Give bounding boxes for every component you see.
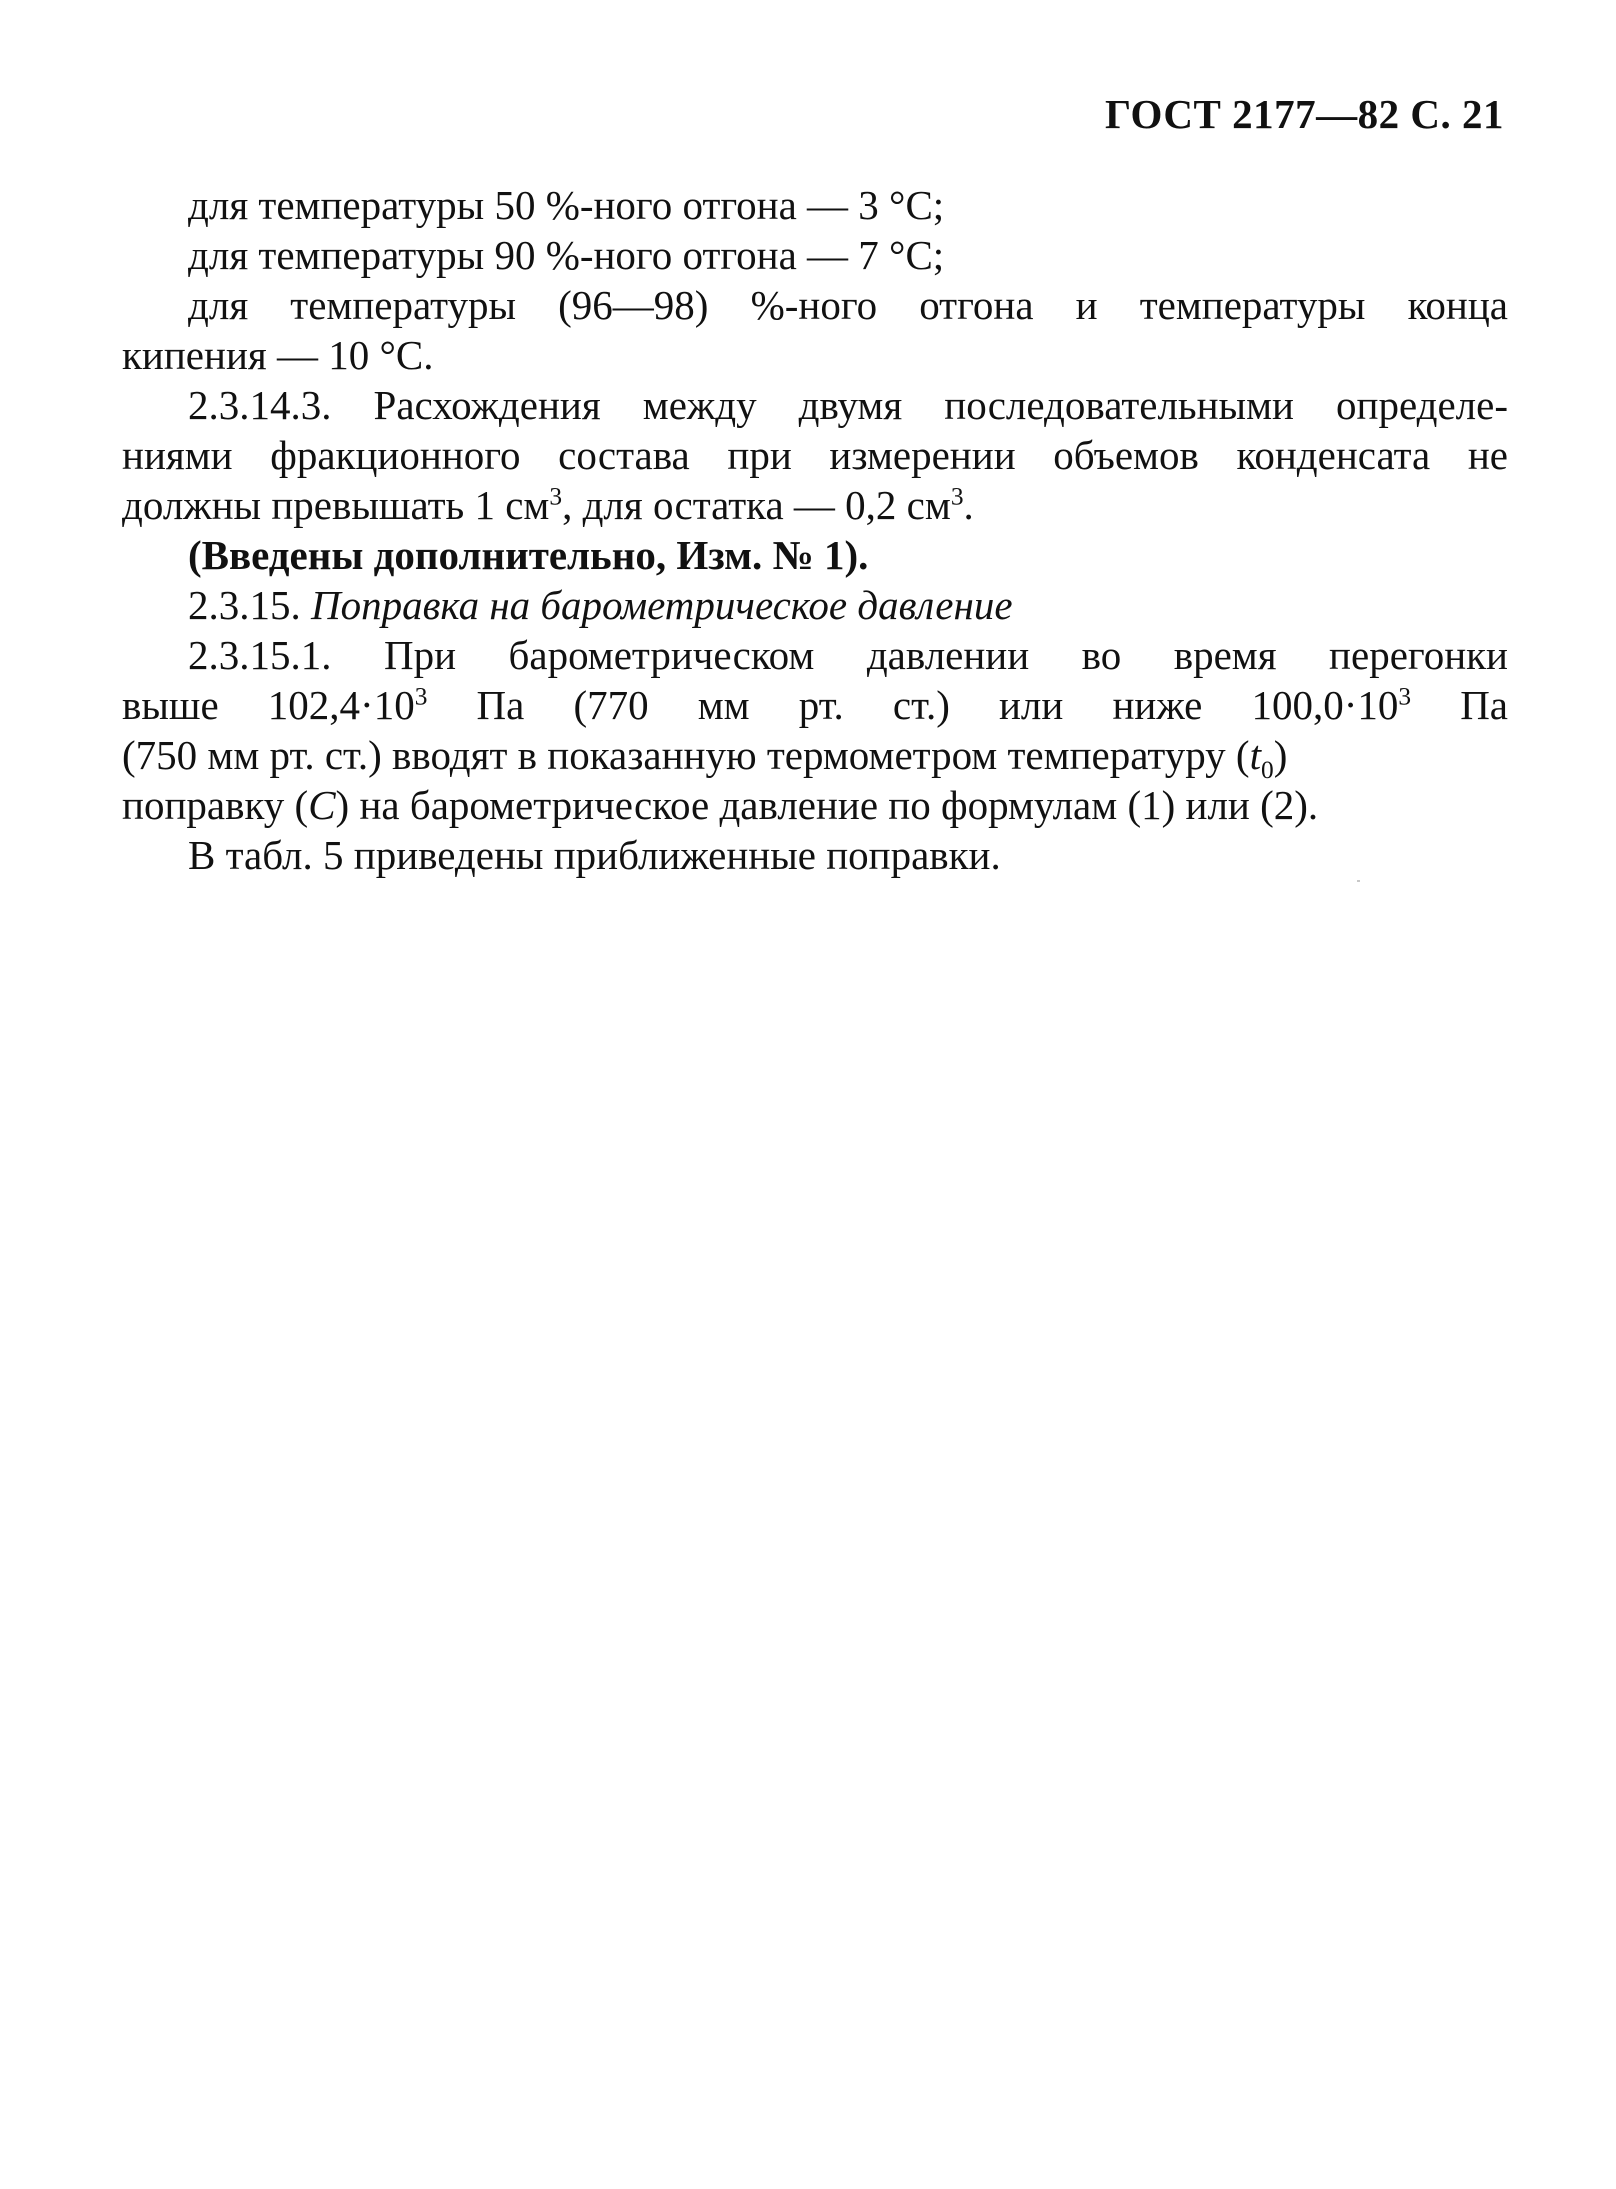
text-fragment: выше 102,4·10 bbox=[122, 682, 415, 728]
clause-2-3-15-1-line bbox=[122, 780, 1508, 830]
section-heading bbox=[122, 580, 1508, 630]
text-fragment: должны превышать 1 см bbox=[122, 482, 550, 528]
text-fragment: поправку ( bbox=[122, 782, 309, 828]
text-line: для температуры 50 %-ного отгона — 3 °С; bbox=[188, 182, 945, 228]
clause-2-3-14-3-line: 2.3.14.3. Расхождения между двумя последовательными определе- bbox=[188, 382, 1508, 428]
text-fragment: . bbox=[963, 482, 974, 528]
superscript: 3 bbox=[950, 482, 964, 511]
clause-2-3-14-3-line bbox=[122, 480, 1508, 530]
text-line: для температуры 90 %-ного отгона — 7 °С; bbox=[188, 232, 945, 278]
text-fragment: (750 мм рт. ст.) вводят в показанную термометром температуру ( bbox=[122, 732, 1250, 778]
subscript: 0 bbox=[1261, 756, 1274, 785]
superscript: 3 bbox=[1398, 682, 1412, 711]
variable-symbol: С bbox=[308, 782, 336, 828]
superscript: 3 bbox=[414, 682, 428, 711]
clause-2-3-15-1-line: 2.3.15.1. При барометрическом давлении во время перегонки bbox=[188, 632, 1508, 678]
section-number: 2.3.15. bbox=[188, 582, 301, 628]
text-fragment: Па (770 мм рт. ст.) или ниже 100,0·10 bbox=[427, 682, 1399, 728]
clause-2-3-15-1-line bbox=[122, 680, 1508, 730]
text-fragment: ) bbox=[1273, 732, 1288, 778]
clause-2-3-14-3-line: ниями фракционного состава при измерении объемов конденсата не bbox=[122, 432, 1508, 478]
text-line: для температуры (96—98) %-ного отгона и температуры конца bbox=[188, 282, 1508, 328]
text-fragment: , для остатка — 0,2 см bbox=[562, 482, 951, 528]
scan-speck bbox=[1357, 880, 1360, 882]
clause-2-3-15-1-line bbox=[122, 730, 1508, 785]
variable-symbol: t bbox=[1249, 732, 1261, 778]
body-text bbox=[122, 180, 1508, 880]
text-line: В табл. 5 приведены приближенные поправки. bbox=[188, 832, 1001, 878]
section-title: Поправка на барометрическое давление bbox=[311, 582, 1013, 628]
amendment-note: (Введены дополнительно, Изм. № 1). bbox=[188, 532, 869, 578]
text-fragment: Па bbox=[1411, 682, 1508, 728]
text-fragment: ) на барометрическое давление по формулам (1) или (2). bbox=[335, 782, 1319, 828]
text-line: кипения — 10 °С. bbox=[122, 332, 434, 378]
running-header: ГОСТ 2177—82 С. 21 bbox=[1104, 91, 1504, 137]
superscript: 3 bbox=[549, 482, 563, 511]
